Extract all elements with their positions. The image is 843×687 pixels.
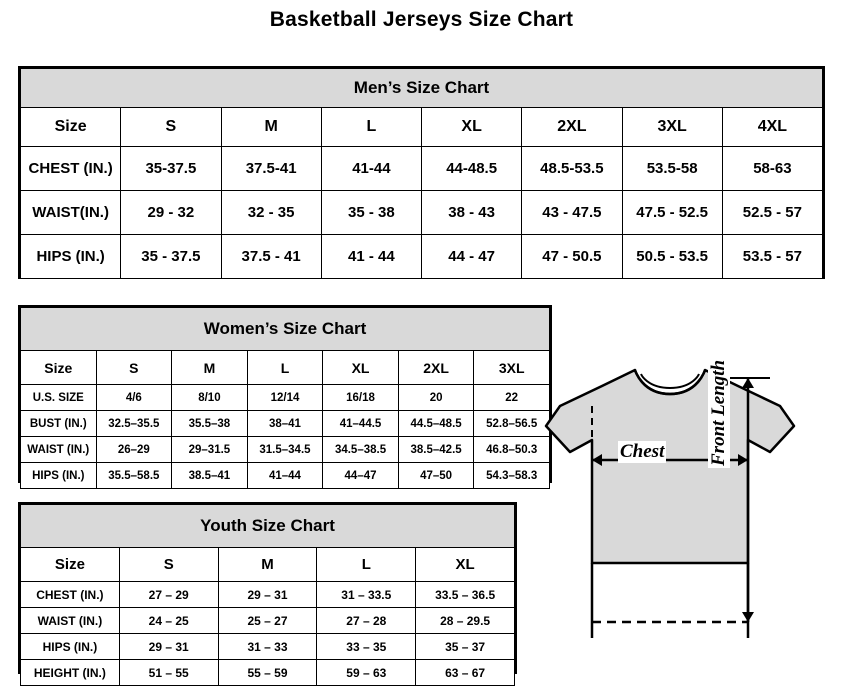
- youth-size-table: [20, 504, 515, 686]
- column-header-3xl: 3XL: [622, 108, 722, 147]
- cell-hips-l: 33 – 35: [317, 634, 416, 660]
- cell-waist-s: 29 - 32: [121, 191, 221, 235]
- cell-hips-3xl: 54.3–58.3: [474, 463, 550, 489]
- page-title: Basketball Jerseys Size Chart: [269, 8, 574, 31]
- youth-size-chart: [18, 502, 517, 680]
- row-label-chest: CHEST (IN.): [21, 147, 121, 191]
- table-row: [21, 582, 515, 608]
- cell-hips-3xl: 50.5 - 53.5: [622, 235, 722, 279]
- cell-waist-s: 24 – 25: [119, 608, 218, 634]
- column-header-l: L: [321, 108, 421, 147]
- cell-waist-l: 35 - 38: [321, 191, 421, 235]
- youth-chart-caption: Youth Size Chart: [21, 505, 515, 548]
- cell-us-size-l: 12/14: [247, 385, 323, 411]
- column-header-xl: XL: [323, 351, 399, 385]
- column-header-l: L: [247, 351, 323, 385]
- cell-bust-m: 35.5–38: [172, 411, 248, 437]
- cell-waist-m: 32 - 35: [221, 191, 321, 235]
- cell-hips-m: 31 – 33: [218, 634, 317, 660]
- column-header-xl: XL: [416, 548, 515, 582]
- column-header-4xl: 4XL: [722, 108, 822, 147]
- row-label-waist: WAIST (IN.): [21, 608, 120, 634]
- cell-height-xl: 63 – 67: [416, 660, 515, 686]
- row-label-height: HEIGHT (IN.): [21, 660, 120, 686]
- column-header-s: S: [121, 108, 221, 147]
- mens-size-table: [20, 68, 823, 279]
- cell-chest-s: 27 – 29: [119, 582, 218, 608]
- jersey-illustration-icon: [540, 348, 835, 668]
- cell-chest-l: 31 – 33.5: [317, 582, 416, 608]
- cell-hips-xl: 44 - 47: [422, 235, 522, 279]
- cell-bust-l: 38–41: [247, 411, 323, 437]
- table-header-row: [21, 548, 515, 582]
- front-length-measure-label: Front Length: [708, 359, 729, 466]
- column-header-size: Size: [21, 351, 97, 385]
- cell-waist-xl: 34.5–38.5: [323, 437, 399, 463]
- cell-waist-l: 27 – 28: [317, 608, 416, 634]
- table-row: [21, 191, 823, 235]
- cell-bust-s: 32.5–35.5: [96, 411, 172, 437]
- cell-hips-xl: 35 – 37: [416, 634, 515, 660]
- row-label-bust: BUST (IN.): [21, 411, 97, 437]
- cell-bust-2xl: 44.5–48.5: [398, 411, 474, 437]
- cell-waist-s: 26–29: [96, 437, 172, 463]
- chest-measure-label: Chest: [620, 441, 665, 462]
- womens-chart-caption: Women’s Size Chart: [21, 308, 550, 351]
- cell-waist-l: 31.5–34.5: [247, 437, 323, 463]
- cell-hips-m: 38.5–41: [172, 463, 248, 489]
- row-label-hips: HIPS (IN.): [21, 634, 120, 660]
- womens-size-table: [20, 307, 550, 489]
- row-label-waist: WAIST(IN.): [21, 191, 121, 235]
- column-header-m: M: [172, 351, 248, 385]
- cell-waist-xl: 38 - 43: [422, 191, 522, 235]
- column-header-m: M: [221, 108, 321, 147]
- cell-hips-s: 35.5–58.5: [96, 463, 172, 489]
- column-header-xl: XL: [422, 108, 522, 147]
- column-header-size: Size: [21, 548, 120, 582]
- column-header-2xl: 2XL: [398, 351, 474, 385]
- cell-waist-3xl: 46.8–50.3: [474, 437, 550, 463]
- mens-chart-caption: Men’s Size Chart: [21, 69, 823, 108]
- column-header-m: M: [218, 548, 317, 582]
- row-label-us-size: U.S. SIZE: [21, 385, 97, 411]
- cell-chest-m: 37.5-41: [221, 147, 321, 191]
- cell-hips-s: 35 - 37.5: [121, 235, 221, 279]
- cell-hips-2xl: 47–50: [398, 463, 474, 489]
- cell-hips-2xl: 47 - 50.5: [522, 235, 622, 279]
- cell-us-size-2xl: 20: [398, 385, 474, 411]
- table-row: [21, 608, 515, 634]
- cell-us-size-3xl: 22: [474, 385, 550, 411]
- cell-us-size-m: 8/10: [172, 385, 248, 411]
- cell-us-size-s: 4/6: [96, 385, 172, 411]
- cell-chest-m: 29 – 31: [218, 582, 317, 608]
- table-row: [21, 385, 550, 411]
- front-length-arrow-top: [742, 378, 754, 388]
- table-caption-row: [21, 308, 550, 351]
- cell-chest-s: 35-37.5: [121, 147, 221, 191]
- front-length-arrow-bottom: [742, 612, 754, 622]
- cell-waist-m: 25 – 27: [218, 608, 317, 634]
- column-header-size: Size: [21, 108, 121, 147]
- cell-chest-l: 41-44: [321, 147, 421, 191]
- row-label-chest: CHEST (IN.): [21, 582, 120, 608]
- table-caption-row: [21, 505, 515, 548]
- cell-hips-l: 41 - 44: [321, 235, 421, 279]
- cell-waist-2xl: 43 - 47.5: [522, 191, 622, 235]
- cell-waist-4xl: 52.5 - 57: [722, 191, 822, 235]
- mens-size-chart: [18, 66, 825, 279]
- jersey-measurement-diagram: [540, 348, 835, 668]
- cell-chest-xl: 33.5 – 36.5: [416, 582, 515, 608]
- cell-us-size-xl: 16/18: [323, 385, 399, 411]
- jersey-collar-inner: [641, 374, 699, 388]
- cell-bust-3xl: 52.8–56.5: [474, 411, 550, 437]
- column-header-l: L: [317, 548, 416, 582]
- jersey-side-seams: [592, 563, 748, 638]
- table-row: [21, 147, 823, 191]
- table-row: [21, 235, 823, 279]
- cell-hips-xl: 44–47: [323, 463, 399, 489]
- cell-waist-2xl: 38.5–42.5: [398, 437, 474, 463]
- table-row: [21, 463, 550, 489]
- table-row: [21, 634, 515, 660]
- cell-hips-4xl: 53.5 - 57: [722, 235, 822, 279]
- column-header-2xl: 2XL: [522, 108, 622, 147]
- jersey-body-shape: [546, 370, 794, 563]
- cell-chest-3xl: 53.5-58: [622, 147, 722, 191]
- table-row: [21, 437, 550, 463]
- cell-chest-4xl: 58-63: [722, 147, 822, 191]
- cell-hips-m: 37.5 - 41: [221, 235, 321, 279]
- column-header-3xl: 3XL: [474, 351, 550, 385]
- cell-height-s: 51 – 55: [119, 660, 218, 686]
- cell-chest-xl: 44-48.5: [422, 147, 522, 191]
- cell-hips-s: 29 – 31: [119, 634, 218, 660]
- cell-height-m: 55 – 59: [218, 660, 317, 686]
- womens-size-chart: [18, 305, 552, 483]
- table-row: [21, 660, 515, 686]
- row-label-hips: HIPS (IN.): [21, 235, 121, 279]
- cell-waist-3xl: 47.5 - 52.5: [622, 191, 722, 235]
- row-label-waist: WAIST (IN.): [21, 437, 97, 463]
- cell-hips-l: 41–44: [247, 463, 323, 489]
- cell-height-l: 59 – 63: [317, 660, 416, 686]
- cell-waist-m: 29–31.5: [172, 437, 248, 463]
- table-caption-row: [21, 69, 823, 108]
- table-row: [21, 411, 550, 437]
- cell-chest-2xl: 48.5-53.5: [522, 147, 622, 191]
- column-header-s: S: [96, 351, 172, 385]
- cell-waist-xl: 28 – 29.5: [416, 608, 515, 634]
- table-header-row: [21, 351, 550, 385]
- table-header-row: [21, 108, 823, 147]
- row-label-hips: HIPS (IN.): [21, 463, 97, 489]
- cell-bust-xl: 41–44.5: [323, 411, 399, 437]
- column-header-s: S: [119, 548, 218, 582]
